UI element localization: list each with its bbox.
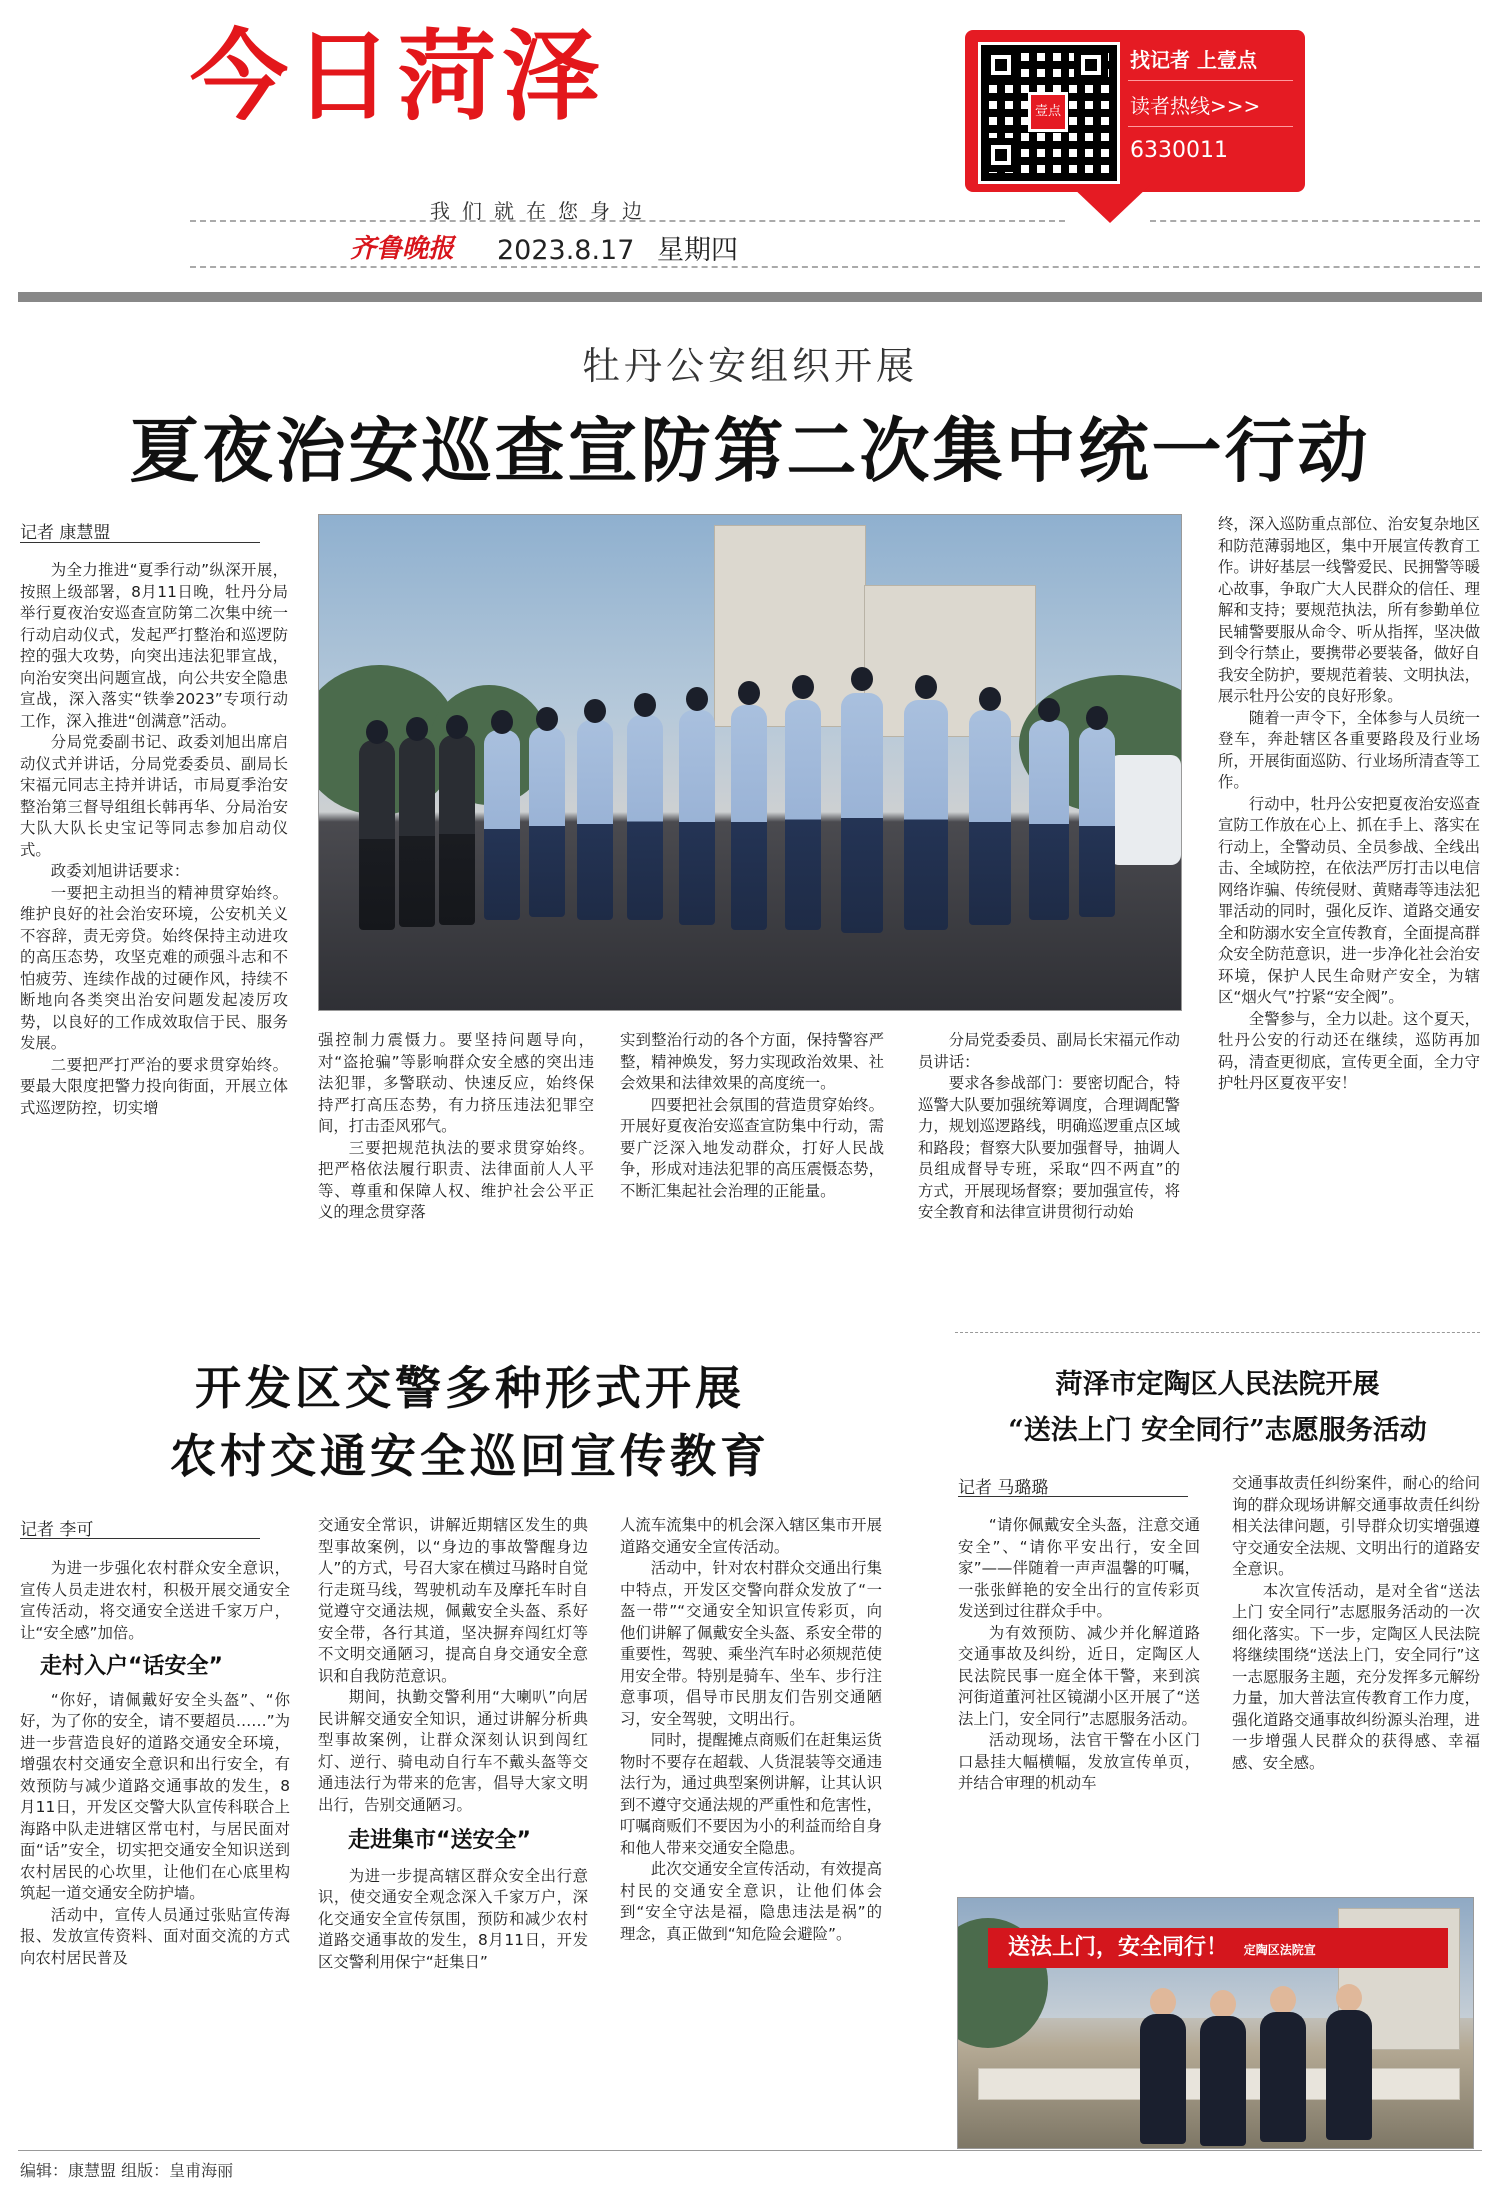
paragraph: 期间，执勤交警利用“大喇叭”向居民讲解交通安全知识，通过讲解分析典型事故案例，让群众深刻认识到闯红灯、逆行、骑电动自行车不戴头盔等交通违法行为带来的危害，倡导大家文明出行，告别交通陋习。 bbox=[318, 1688, 588, 1814]
officer-head bbox=[979, 687, 1001, 711]
volunteer-face bbox=[1336, 1984, 1362, 2012]
masthead-bottom-rule bbox=[18, 292, 1482, 302]
article3-photo-volunteers bbox=[957, 1897, 1474, 2149]
police-car-shape bbox=[1109, 755, 1181, 865]
officer-head bbox=[446, 715, 468, 739]
masthead-dash-rule bbox=[1150, 220, 1480, 222]
article2-column-3 bbox=[620, 1515, 882, 1945]
paragraph: 分局党委副书记、政委刘旭出席启动仪式并讲话，分局党委委员、副局长宋福元同志主持并讲话，市局夏季治安整治第三督导组组长韩再华、分局治安大队大队长史宝记等同志参加启动仪式。 bbox=[20, 733, 288, 859]
paragraph: 同时，提醒摊点商贩们在赶集运货物时不要存在超载、人货混装等交通违法行为，通过典型案例讲解，让其认识到不遵守交通法规的严重性和危害性，叮嘱商贩们不要因为小的利益而给自身和他人带来交通安全隐患。 bbox=[620, 1731, 882, 1857]
paragraph: “请你佩戴安全头盔，注意交通安全”、“请你平安出行，安全回家”——伴随着一声声温馨的叮嘱，一张张鲜艳的安全出行的宣传彩页发送到过往群众手中。 bbox=[958, 1516, 1200, 1620]
officer-head bbox=[366, 720, 388, 744]
byline-rule bbox=[958, 1496, 1188, 1497]
article1-headline: 夏夜治安巡查宣防第二次集中统一行动 bbox=[129, 409, 1371, 492]
section-rule bbox=[955, 1332, 1480, 1333]
paragraph: 活动中，宣传人员通过张贴宣传海报、发放宣传资料、面对面交流的方式向农村居民普及 bbox=[20, 1905, 290, 1967]
volunteer-face bbox=[1270, 1986, 1296, 2014]
officer-head bbox=[1038, 698, 1060, 722]
article2-byline: 记者 李可 bbox=[20, 1520, 94, 1540]
volunteer-figure bbox=[1200, 2016, 1246, 2146]
paragraph: 活动中，针对农村群众交通出行集中特点，开发区交警向群众发放了“一盔一带”“交通安全知识宣传彩页，向他们讲解了佩戴安全头盔、系安全带的重要性，驾驶、乘坐汽车时必须规范使用安全带。特别是骑车、坐车、步行注意事项，倡导市民朋友们告别交通陋习，安全驾驶，文明出行。 bbox=[620, 1559, 882, 1728]
article2-headline-line1: 开发区交警多种形式开展 bbox=[195, 1361, 745, 1415]
issue-date bbox=[497, 228, 738, 267]
byline-rule bbox=[20, 542, 260, 543]
article3-headline-line1: 菏泽市定陶区人民法院开展 bbox=[1055, 1369, 1380, 1400]
officer-figure bbox=[529, 727, 565, 917]
paragraph: 活动现场，法官干警在小区门口悬挂大幅横幅，发放宣传单页，并结合审理的机动车 bbox=[958, 1731, 1200, 1792]
byline-rule bbox=[20, 1538, 260, 1539]
paragraph: “你好，请佩戴好安全头盔”、“你好，为了你的安全，请不要超员……”为进一步营造良好的道路交通安全环境，增强农村交通安全意识和出行安全，有效预防与减少道路交通事故的发生，8月11日，开发区交警大队宣传科联合上海路中队走进辖区常屯村，与居民面对面“话”安全，切实把交通安全知识送到农村居民的心坎里，让他们在心底里构筑起一道交通安全防护墙。 bbox=[20, 1690, 290, 1902]
officer-figure bbox=[679, 710, 715, 925]
officer-head bbox=[406, 717, 428, 741]
photo-banner-text: 送法上门，安全同行！ bbox=[1008, 1935, 1229, 1960]
officer-figure bbox=[969, 710, 1011, 925]
article1-column-2 bbox=[318, 1030, 594, 1224]
officer-figure bbox=[627, 715, 663, 920]
paragraph: 随着一声令下，全体参与人员统一登车，奔赴辖区各重要路段及行业场所，开展街面巡防、行业场所清查等工作。 bbox=[1218, 708, 1480, 791]
officer-figure bbox=[731, 705, 767, 930]
building-shape bbox=[714, 525, 866, 727]
officer-head bbox=[851, 667, 873, 691]
officer-head bbox=[1086, 706, 1108, 730]
officer-figure bbox=[484, 730, 520, 920]
officer-figure bbox=[841, 693, 883, 933]
masthead-title: 今日菏泽 bbox=[190, 20, 607, 134]
reader-contact-box-tail bbox=[1070, 185, 1150, 223]
officer-head bbox=[686, 687, 708, 711]
paragraph: 一要把主动担当的精神贯穿始终。维护良好的社会治安环境，公安机关义不容辞，责无旁贷。始终保持主动进攻的高压态势，攻坚克难的顽强斗志和不怕疲劳、连续作战的过硬作风，持续不断地向各类突出治安问题发起凌厉攻势，以良好的工作成效取信于民、服务发展。 bbox=[20, 883, 288, 1052]
article2-subhead-1: 走村入户“话安全” bbox=[40, 1654, 223, 1679]
article3-byline: 记者 马璐璐 bbox=[958, 1478, 1049, 1498]
qr-finder-icon bbox=[984, 48, 1018, 82]
article2-column-2 bbox=[318, 1515, 588, 1973]
paragraph: 三要把规范执法的要求贯穿始终。把严格依法履行职责、法律面前人人平等、尊重和保障人权、维护社会公平正义的理念贯穿落 bbox=[318, 1138, 594, 1221]
officer-figure bbox=[577, 720, 613, 920]
officer-figure bbox=[439, 735, 475, 925]
paragraph: 交通事故责任纠纷案件，耐心的给问询的群众现场讲解交通事故责任纠纷相关法律问题，引导群众切实增强遵守交通安全法规、文明出行的道路安全意识。 bbox=[1232, 1474, 1480, 1578]
paragraph: 强控制力震慑力。要坚持问题导向，对“盗抢骗”等影响群众安全感的突出违法犯罪，多警联动、快速反应，始终保持严打高压态势，有力挤压违法犯罪空间，打击歪风邪气。 bbox=[318, 1031, 594, 1135]
paragraph: 交通安全常识，讲解近期辖区发生的典型事故案例，以“身边的事故警醒身边人”的方式，号召大家在横过马路时自觉行走斑马线，驾驶机动车及摩托车时自觉遵守交通法规，佩戴安全头盔、系好安全带，各行其道，坚决摒弃闯红灯等不文明交通陋习，提高自身交通安全意识和自我防范意识。 bbox=[318, 1516, 588, 1685]
article3-column-2 bbox=[1232, 1473, 1480, 1774]
officer-figure bbox=[1029, 720, 1069, 920]
officer-head bbox=[915, 675, 937, 699]
article1-column-1 bbox=[20, 560, 288, 1119]
paragraph: 人流车流集中的机会深入辖区集市开展道路交通安全宣传活动。 bbox=[620, 1516, 882, 1556]
masthead-dash-rule bbox=[190, 266, 1480, 268]
paragraph: 行动中，牡丹公安把夏夜治安巡查宣防工作放在心上、抓在手上、落实在行动上，全警动员、全员参战、全线出击、全域防控，在依法严厉打击以电信网络诈骗、传统侵财、黄赌毒等违法犯罪活动的同时，强化反诈、道路交通安全和防溺水安全宣传教育，全面提高群众安全防范意识，进一步净化社会治安环境，保护人民生命财产安全，为辖区“烟火气”拧紧“安全阀”。 bbox=[1218, 794, 1480, 1006]
volunteer-face bbox=[1210, 1990, 1236, 2018]
paragraph: 要求各参战部门：要密切配合，特巡警大队要加强统筹调度，合理调配警力，规划巡逻路线，明确巡逻重点区域和路段；督察大队要加强督导，抽调人员组成督导专班，采取“四不两直”的方式，开展现场督察；要加强宣传，将安全教育和法律宣讲贯彻行动始 bbox=[918, 1074, 1180, 1221]
volunteer-figure bbox=[1260, 2012, 1306, 2142]
article2-subhead-2: 走进集市“送安全” bbox=[348, 1828, 531, 1853]
article3-column-1 bbox=[958, 1515, 1200, 1795]
qr-finder-icon bbox=[984, 138, 1018, 172]
issue-weekday: 星期四 bbox=[657, 235, 739, 266]
officer-figure bbox=[359, 740, 395, 930]
article1-kicker: 牡丹公安组织开展 bbox=[581, 344, 918, 388]
box-divider bbox=[1128, 126, 1293, 127]
paragraph: 四要把社会氛围的营造贯穿始终。开展好夏夜治安巡查宣防集中行动，需要广泛深入地发动群众，打好人民战争，形成对违法犯罪的高压震慑态势，不断汇集起社会治理的正能量。 bbox=[620, 1095, 884, 1200]
article2-headline-line2: 农村交通安全巡回宣传教育 bbox=[170, 1429, 770, 1483]
paragraph: 为进一步提高辖区群众安全出行意识，使交通安全观念深入千家万户，深化交通安全宣传氛围，预防和减少农村道路交通事故的发生，8月11日，开发区交警利用保宁“赶集日” bbox=[318, 1866, 588, 1971]
building-shape bbox=[864, 585, 1036, 737]
issue-date-value: 2023.8.17 bbox=[497, 235, 635, 266]
reader-hotline-number: 6330011 bbox=[1130, 138, 1228, 163]
volunteer-figure bbox=[1140, 2014, 1186, 2144]
footer-credits: 编辑：康慧盟 组版：皇甫海丽 bbox=[20, 2161, 234, 2180]
officer-head bbox=[491, 710, 513, 734]
article1-column-4 bbox=[918, 1030, 1180, 1224]
officer-figure bbox=[1079, 727, 1115, 917]
volunteer-figure bbox=[1326, 2010, 1372, 2140]
photo-banner-small-text: 定陶区法院宣 bbox=[1243, 1943, 1316, 1957]
qr-finder-icon bbox=[1074, 48, 1108, 82]
photo-banner bbox=[988, 1928, 1448, 1968]
officer-head bbox=[792, 675, 814, 699]
box-divider bbox=[1128, 80, 1293, 81]
paragraph: 为有效预防、减少并化解道路交通事故及纠纷，近日，定陶区人民法院民事一庭全体干警，来到滨河街道董河社区镜湖小区开展了“送法上门，安全同行”志愿服务活动。 bbox=[958, 1623, 1200, 1728]
reader-hotline-label: 读者热线>>> bbox=[1130, 94, 1261, 118]
article2-column-1 bbox=[20, 1558, 290, 1969]
article1-byline: 记者 康慧盟 bbox=[20, 523, 111, 543]
officer-figure bbox=[904, 700, 948, 930]
article1-column-5 bbox=[1218, 514, 1480, 1095]
paragraph: 政委刘旭讲话要求： bbox=[50, 862, 190, 880]
officer-head bbox=[634, 693, 656, 717]
officer-figure bbox=[785, 700, 821, 930]
paragraph: 终，深入巡防重点部位、治安复杂地区和防范薄弱地区，集中开展宣传教育工作。讲好基层一线警爱民、民拥警等暖心故事，争取广大人民群众的信任、理解和支持；要规范执法，所有参勤单位民辅警要服从命令、听从指挥，坚决做到令行禁止，要携带必要装备，做好自我安全防护，要规范着装、文明执法，展示牡丹公安的良好形象。 bbox=[1218, 515, 1480, 705]
paragraph: 实到整治行动的各个方面，保持警容严整，精神焕发，努力实现政治效果、社会效果和法律效果的高度统一。 bbox=[620, 1031, 884, 1092]
officer-head bbox=[584, 699, 606, 723]
app-logo-icon: 壹点 bbox=[1028, 92, 1068, 132]
paragraph: 二要把严打严治的要求贯穿始终。要最大限度把警力投向街面，开展立体式巡逻防控，切实增 bbox=[20, 1055, 288, 1117]
slogan: 我们就在您身边 bbox=[430, 199, 654, 223]
box-line-1: 找记者 上壹点 bbox=[1130, 48, 1257, 72]
officer-head bbox=[536, 707, 558, 731]
footer-rule bbox=[18, 2150, 1482, 2151]
article1-column-3 bbox=[620, 1030, 884, 1202]
paragraph: 此次交通安全宣传活动，有效提高村民的交通安全意识，让他们体会到“安全守法是福，隐患违法是祸”的理念，真正做到“知危险会避险”。 bbox=[620, 1860, 882, 1943]
article3-headline-line2: “送法上门 安全同行”志愿服务活动 bbox=[1008, 1415, 1427, 1446]
paragraph: 分局党委委员、副局长宋福元作动员讲话： bbox=[918, 1031, 1180, 1071]
paragraph: 为进一步强化农村群众安全意识，宣传人员走进农村，积极开展交通安全宣传活动，将交通安全送进千家万户，让“安全感”加倍。 bbox=[20, 1559, 290, 1642]
paragraph: 本次宣传活动，是对全省“送法上门 安全同行”志愿服务活动的一次细化落实。下一步，定陶区人民法院将继续围绕“送法上门，安全同行”这一志愿服务主题，充分发挥多元解纷力量，加大普法宣传教育工作力度，强化道路交通事故纠纷源头治理，进一步增强人民群众的获得感、幸福感、安全感。 bbox=[1232, 1581, 1480, 1772]
officer-head bbox=[738, 681, 760, 705]
paragraph: 全警参与，全力以赴。这个夏天，牡丹公安的行动还在继续，巡防再加码，清查更彻底，宣传更全面，全力守护牡丹区夏夜平安！ bbox=[1218, 1009, 1480, 1092]
volunteer-face bbox=[1150, 1988, 1176, 2016]
article1-photo-police-formation bbox=[318, 514, 1182, 1011]
paragraph: 为全力推进“夏季行动”纵深开展，按照上级部署，8月11日晚，牡丹分局举行夏夜治安巡查宣防第二次集中统一行动启动仪式，发起严打整治和巡逻防控的强大攻势，向突出违法犯罪宣战，向治安突出问题宣战，向公共安全隐患宣战，深入落实“铁拳2023”专项行动工作，深入推进“创满意”活动。 bbox=[20, 561, 288, 730]
paper-name-logo: 齐鲁晚报 bbox=[350, 234, 455, 264]
officer-figure bbox=[399, 737, 435, 927]
